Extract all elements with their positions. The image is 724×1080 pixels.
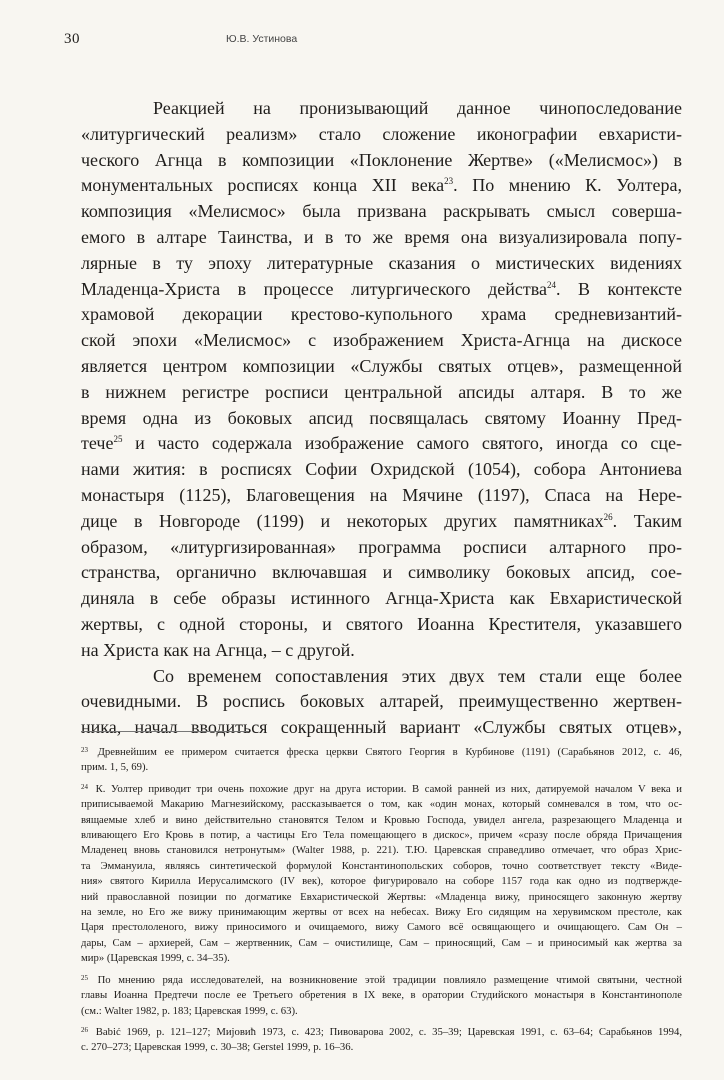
- text-line: храмовой декорации крестово-купольного храма средневизантий-: [81, 304, 682, 325]
- text-fragment: и часто содержала изображение самого святого, иногда со сце-: [122, 433, 682, 454]
- footnote-number: 26: [81, 1025, 88, 1034]
- footnote-ref-25[interactable]: 25: [113, 434, 123, 445]
- text-line: ника, начал вводиться сокращенный вариант «Службы святых отцев»,: [81, 717, 682, 738]
- footnote-line: вящаемые хлеб и вино действительно становятся Телом и Кровью Господа, увидел ангела, разрезающего Младенца и: [81, 813, 682, 826]
- page-number: 30: [64, 31, 80, 47]
- footnote-line: ния» святого Кирилла Иерусалимского (IV век), которое фигурировало на соборе 1157 года как одно из подтвержде-: [81, 875, 682, 888]
- footnote-line: прим. 1, 5, 69).: [81, 761, 149, 774]
- text-fragment: По мнению ряда исследователей, на возникновение этой традиции повлияло размещение чтимой святыни, честной: [97, 973, 683, 986]
- footnote-line: приписываемой Макарию Магнезийскому, рассказывается о том, как «один монах, который сомневался в том, что ос-: [81, 798, 682, 811]
- text-line: странства, органично включавшая и символику боковых апсид, сое-: [81, 562, 682, 583]
- footnote-26: [81, 1023, 682, 1056]
- text-line: ской эпохи «Мелисмос» с изображением Христа-Агнца на дискосе: [81, 330, 682, 351]
- footnote-23: [81, 743, 682, 776]
- text-line: Со временем сопоставления этих двух тем стали еще более: [153, 665, 682, 686]
- footnote-line: вливающего Его Кровь в потир, а частицы Его Тела помещающего в дискос», причем «сразу после обряда Причащения: [81, 829, 682, 842]
- footnote-line: (см.: Walter 1982, р. 183; Царевская 1999, с. 63).: [81, 1004, 298, 1017]
- footnote-line: с. 270–273; Царевская 1999, с. 30–38; Gerstel 1999, р. 16–36.: [81, 1041, 354, 1054]
- text-line: [81, 509, 682, 535]
- text-line: на Христа как на Агнца, – с другой.: [81, 639, 355, 660]
- footnote-line: ний православной позиции по догматике Евхаристической Жертвы: «Младенца вижу, приносящего законную жертву: [81, 890, 682, 903]
- text-fragment: . По мнению К. Уолтера,: [453, 175, 682, 196]
- main-text: [81, 96, 682, 741]
- text-line: образом, «литургизированная» программа росписи алтарного про-: [81, 536, 682, 557]
- paragraph-1: [81, 96, 682, 664]
- footnote-line: на земле, но Его же вижу принимающим жертвы от всех на небесах. Вижу Его сидящим на херувимском престоле, как: [81, 906, 682, 919]
- footnote-ref-26[interactable]: 26: [603, 511, 613, 522]
- paragraph-2: [81, 664, 682, 741]
- text-line: нами жития: в росписях Софии Охридской (1054), собора Антониева: [81, 459, 682, 480]
- footnote-line: та Эммануила, являясь синтетической формулой Константинопольских соборов, точно соответствует тексту «Виде-: [81, 859, 682, 872]
- footnote-25: [81, 971, 682, 1019]
- text-fragment: монументальных росписях конца XII века: [81, 175, 445, 196]
- footnote-24: [81, 780, 682, 967]
- footnote-ref-24[interactable]: 24: [546, 279, 556, 290]
- footnote-line: [81, 780, 682, 797]
- page-header: [64, 31, 664, 51]
- text-line: является центром композиции «Службы святых отцев», размещенной: [81, 355, 682, 376]
- text-line: емого в алтаре Таинства, и в то же время она визуализировала попу-: [81, 226, 682, 247]
- text-line: диняла в себе образы истинного Агнца-Христа как Евхаристической: [81, 588, 682, 609]
- text-fragment: тече: [81, 433, 114, 454]
- footnote-line: [81, 743, 682, 760]
- text-line: ческого Агнца в композиции «Поклонение Жертве» («Мелисмос») в: [81, 149, 682, 170]
- text-line: очевидными. В роспись боковых алтарей, преимущественно жертвен-: [81, 691, 682, 712]
- footnote-line: мир» (Царевская 1999, с. 34–35).: [81, 952, 230, 965]
- footnote-number: 24: [81, 782, 88, 791]
- text-line: лярные в ту эпоху литературные сказания о мистических видениях: [81, 252, 682, 273]
- text-fragment: Babić 1969, p. 121–127; Мијовић 1973, с. 423; Пивоварова 2002, с. 35–39; Царевская 1991, с. 63–64; Сарабьянов 1994,: [95, 1025, 683, 1038]
- footnote-line: Царя престололеного, вижу приносимого и очищаемого, вижу Самого всё освящающего и очищающего. Сам Он –: [81, 921, 682, 934]
- text-line: жертвы, с одной стороны, и святого Иоанна Крестителя, указавшего: [81, 613, 682, 634]
- running-head: Ю.В. Устинова: [226, 33, 298, 45]
- text-fragment: Древнейшим ее примером считается фреска церкви Святого Георгия в Курбинове (1191) (Сарабьянов 2012, с. 46,: [97, 746, 683, 758]
- footnote-number: 25: [81, 973, 88, 982]
- text-fragment: . Таким: [612, 510, 682, 531]
- footnote-line: Младенец вновь становился нетронутым» (Walter 1988, р. 221). Т.Ю. Царевская справедливо отмечает, что образ Хрис-: [81, 844, 682, 857]
- footnotes: [81, 743, 682, 1060]
- footnote-ref-23[interactable]: 23: [444, 176, 454, 187]
- footnote-divider: [81, 731, 249, 732]
- text-line: композиция «Мелисмос» была призвана раскрывать смысл соверша-: [81, 201, 682, 222]
- text-line: [81, 431, 682, 457]
- footnote-line: главы Иоанна Предтечи после ее Третьего обретения в IX веке, в оратории Студийского монастыря в Константинополе: [81, 989, 682, 1002]
- text-line: [81, 277, 682, 303]
- footnote-line: дары, Сам – архиерей, Сам – жертвенник, Сам – очистилище, Сам – приносящий, Сам – и приносимый как жертва за: [81, 936, 682, 949]
- text-fragment: Младенца-Христа в процессе литургического действа: [81, 278, 547, 299]
- text-fragment: дице в Новгороде (1199) и некоторых других памятниках: [81, 510, 604, 531]
- footnote-line: [81, 971, 682, 988]
- text-fragment: . В контексте: [555, 278, 682, 299]
- text-line: в нижнем регистре росписи центральной апсиды алтаря. В то же: [81, 381, 682, 402]
- text-fragment: К. Уолтер приводит три очень похожие друг на друга истории. В самой ранней из них, датируемой началом V века и: [95, 782, 682, 795]
- text-line: время одна из боковых апсид посвящалась святому Иоанну Пред-: [81, 407, 682, 428]
- text-line: монастыря (1125), Благовещения на Мячине (1197), Спаса на Нере-: [81, 484, 682, 505]
- text-line: Реакцией на пронизывающий данное чинопоследование: [153, 98, 682, 118]
- footnote-line: [81, 1023, 682, 1040]
- text-line: [81, 173, 682, 199]
- text-line: «литургический реализм» стало сложение иконографии евхаристи-: [81, 123, 682, 144]
- footnote-number: 23: [81, 746, 88, 754]
